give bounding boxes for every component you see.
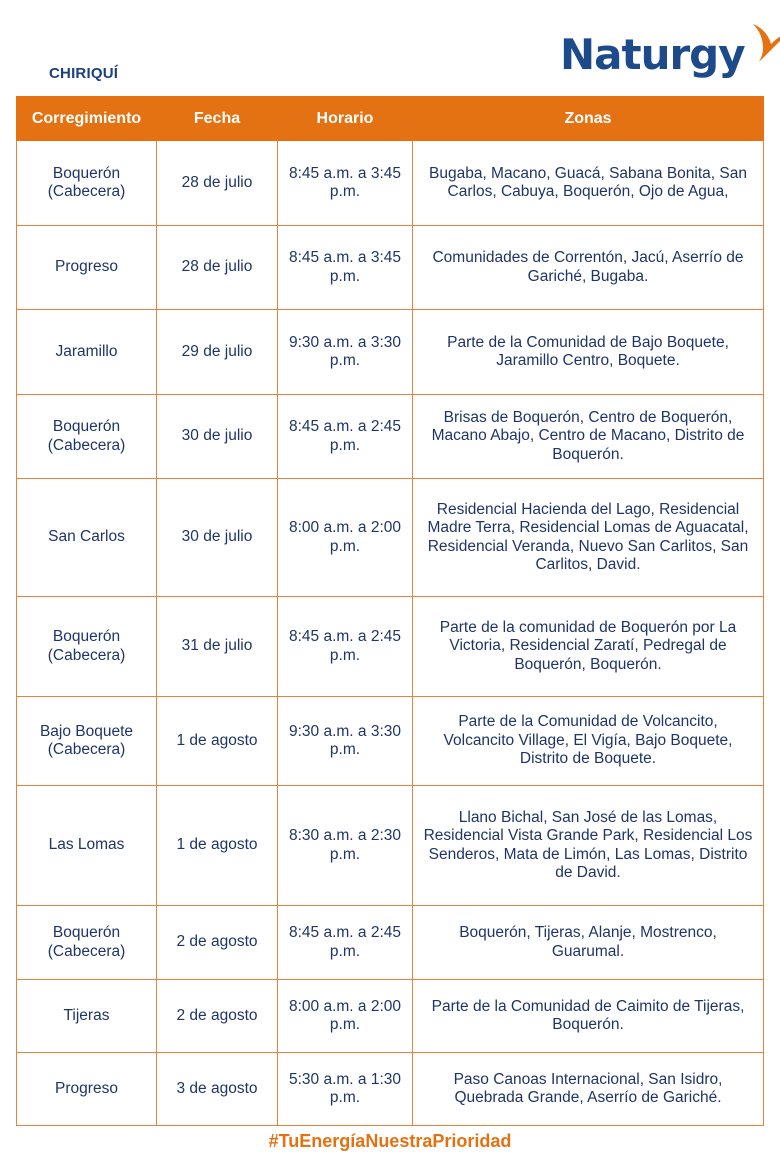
cell-zonas: Paso Canoas Internacional, San Isidro, Quebrada Grande, Aserrío de Gariché. [413,1053,764,1126]
region-title: CHIRIQUÍ [49,65,119,82]
cell-zonas: Parte de la Comunidad de Volcancito, Volcancito Village, El Vigía, Bajo Boquete, Distrito de Boquete. [413,697,764,786]
cell-corregimiento: Boquerón (Cabecera) [17,141,157,226]
cell-corregimiento: Jaramillo [17,310,157,395]
campaign-hashtag: #TuEnergíaNuestraPrioridad [268,1131,512,1151]
cell-horario: 8:45 a.m. a 2:45 p.m. [278,395,413,479]
cell-corregimiento: Bajo Boquete (Cabecera) [17,697,157,786]
table-header-row [17,97,764,141]
table-row [17,226,764,310]
cell-corregimiento: Las Lomas [17,786,157,906]
cell-zonas: Parte de la Comunidad de Caimito de Tijeras, Boquerón. [413,980,764,1053]
header-corregimiento: Corregimiento [17,97,157,141]
cell-corregimiento: Boquerón (Cabecera) [17,906,157,980]
cell-fecha: 28 de julio [157,226,278,310]
cell-horario: 8:45 a.m. a 2:45 p.m. [278,597,413,697]
cell-fecha: 29 de julio [157,310,278,395]
table-row [17,906,764,980]
brand-name: Naturgy [560,30,745,79]
cell-horario: 8:30 a.m. a 2:30 p.m. [278,786,413,906]
cell-corregimiento: Boquerón (Cabecera) [17,597,157,697]
cell-horario: 8:45 a.m. a 3:45 p.m. [278,226,413,310]
cell-horario: 8:00 a.m. a 2:00 p.m. [278,980,413,1053]
cell-fecha: 1 de agosto [157,786,278,906]
cell-corregimiento: Tijeras [17,980,157,1053]
cell-fecha: 2 de agosto [157,906,278,980]
cell-horario: 5:30 a.m. a 1:30 p.m. [278,1053,413,1126]
cell-zonas: Comunidades de Correntón, Jacú, Aserrío de Gariché, Bugaba. [413,226,764,310]
cell-corregimiento: Boquerón (Cabecera) [17,395,157,479]
cell-zonas: Llano Bichal, San José de las Lomas, Residencial Vista Grande Park, Residencial Los Senderos, Mata de Limón, Las Lomas, Distrito de David. [413,786,764,906]
header-fecha: Fecha [157,97,278,141]
cell-fecha: 1 de agosto [157,697,278,786]
header-zonas: Zonas [413,97,764,141]
butterfly-icon [747,22,780,66]
cell-zonas: Parte de la Comunidad de Bajo Boquete, Jaramillo Centro, Boquete. [413,310,764,395]
cell-horario: 9:30 a.m. a 3:30 p.m. [278,310,413,395]
cell-corregimiento: San Carlos [17,479,157,597]
cell-zonas: Boquerón, Tijeras, Alanje, Mostrenco, Guarumal. [413,906,764,980]
cell-zonas: Residencial Hacienda del Lago, Residencial Madre Terra, Residencial Lomas de Aguacatal, Residencial Veranda, Nuevo San Carlitos, San Carlitos, David. [413,479,764,597]
cell-corregimiento: Progreso [17,1053,157,1126]
cell-zonas: Bugaba, Macano, Guacá, Sabana Bonita, San Carlos, Cabuya, Boquerón, Ojo de Agua, [413,141,764,226]
cell-fecha: 3 de agosto [157,1053,278,1126]
table-row [17,597,764,697]
cell-corregimiento: Progreso [17,226,157,310]
cell-fecha: 28 de julio [157,141,278,226]
cell-fecha: 2 de agosto [157,980,278,1053]
header-horario: Horario [278,97,413,141]
table-row [17,310,764,395]
cell-horario: 9:30 a.m. a 3:30 p.m. [278,697,413,786]
table-row [17,141,764,226]
cell-zonas: Brisas de Boquerón, Centro de Boquerón, Macano Abajo, Centro de Macano, Distrito de Boquerón. [413,395,764,479]
table-row [17,786,764,906]
schedule-table [16,96,764,1126]
table-row [17,1053,764,1126]
cell-fecha: 31 de julio [157,597,278,697]
table-row [17,479,764,597]
naturgy-logo [560,22,780,79]
cell-horario: 8:45 a.m. a 2:45 p.m. [278,906,413,980]
cell-fecha: 30 de julio [157,479,278,597]
cell-horario: 8:45 a.m. a 3:45 p.m. [278,141,413,226]
table-row [17,395,764,479]
table-row [17,697,764,786]
table-row [17,980,764,1053]
cell-fecha: 30 de julio [157,395,278,479]
cell-zonas: Parte de la comunidad de Boquerón por La Victoria, Residencial Zaratí, Pedregal de Boquerón, Boquerón. [413,597,764,697]
cell-horario: 8:00 a.m. a 2:00 p.m. [278,479,413,597]
